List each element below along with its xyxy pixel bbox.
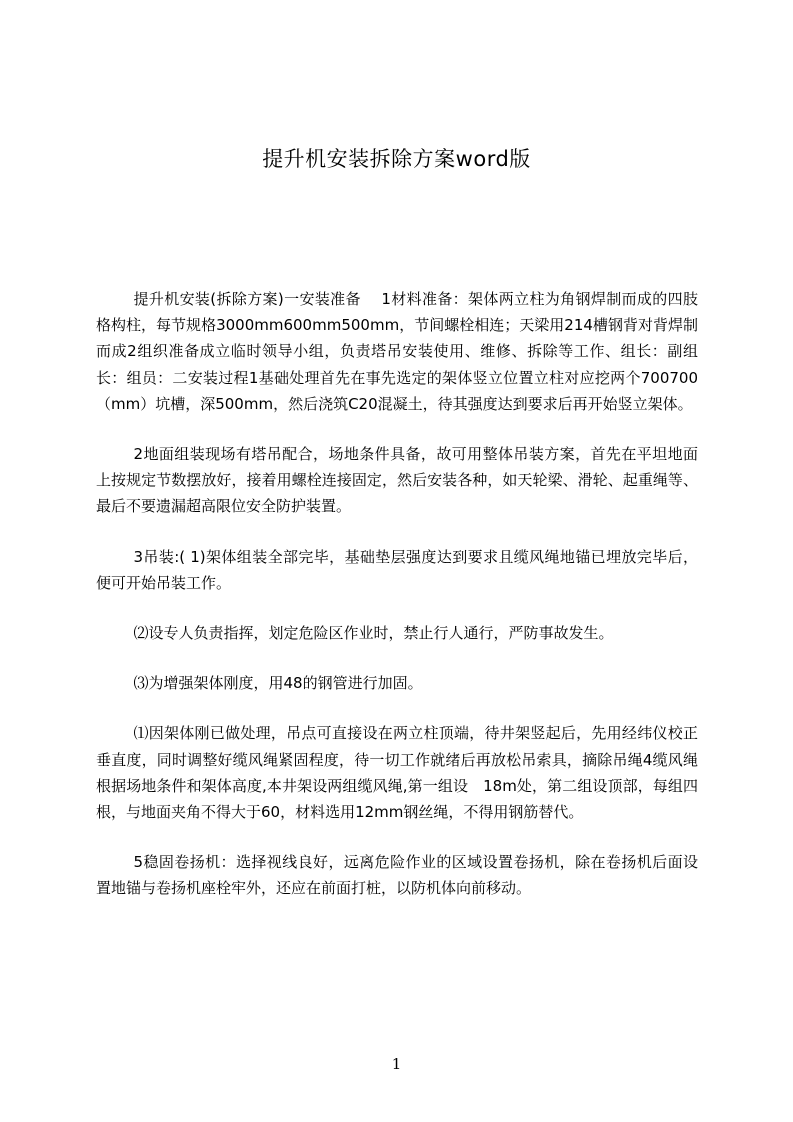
paragraph-ground-assembly: 2地面组装现场有塔吊配合，场地条件具备，故可用整体吊装方案，首先在平坦地面上按规定节数摆放好，接着用螺栓连接固定，然后安装各种，如天轮梁、滑轮、起重绳等、最后不要遗漏超高限位安全防护装置。 bbox=[96, 445, 698, 516]
page-number: 1 bbox=[391, 1055, 402, 1073]
paragraph-command: ⑵设专人负责指挥，划定危险区作业时，禁止行人通行，严防事故发生。 bbox=[133, 624, 614, 643]
paragraph-guy-ropes: ⑴因架体刚已做处理，吊点可直接设在两立柱顶端，待井架竖起后，先用经纬仪校正垂直度，同时调整好缆风绳紧固程度，待一切工作就绪后再放松吊索具，摘除吊绳4缆风绳根据场地条件和架体高度,本井架设两组缆风绳,第一组设 18m处，第二组设顶部，每组四根，与地面夹角不得大于60，材料选用12mm钢丝绳，不得用钢筋替代。 bbox=[96, 724, 698, 822]
document-body bbox=[96, 286, 698, 926]
paragraph-winch: 5稳固卷扬机：选择视线良好，远离危险作业的区域设置卷扬机，除在卷扬机后面设置地锚与卷扬机座栓牢外，还应在前面打桩，以防机体向前移动。 bbox=[96, 853, 698, 898]
paragraph-install-preparation: 提升机安装(拆除方案)一安装准备 1材料准备：架体两立柱为角钢焊制而成的四肢格构柱，每节规格3000mm600mm500mm，节间螺栓相连；天梁用214槽钢背对背焊制而成2组织准备成立临时领导小组，负责塔吊安装使用、维修、拆除等工作、组长：副组长：组员：二安装过程1基础处理首先在事先选定的架体竖立位置立柱对应挖两个700700（mm）坑槽，深500mm，然后浇筑C20混凝土，待其强度达到要求后再开始竖立架体。 bbox=[96, 290, 698, 413]
paragraph-reinforcement: ⑶为增强架体刚度，用48的钢管进行加固。 bbox=[133, 674, 423, 693]
paragraph-hoisting: 3吊装:( 1)架体组装全部完毕，基础垫层强度达到要求且缆风绳地锚已埋放完毕后，便可开始吊装工作。 bbox=[96, 547, 698, 592]
document-title: 提升机安装拆除方案word版 bbox=[262, 147, 531, 171]
